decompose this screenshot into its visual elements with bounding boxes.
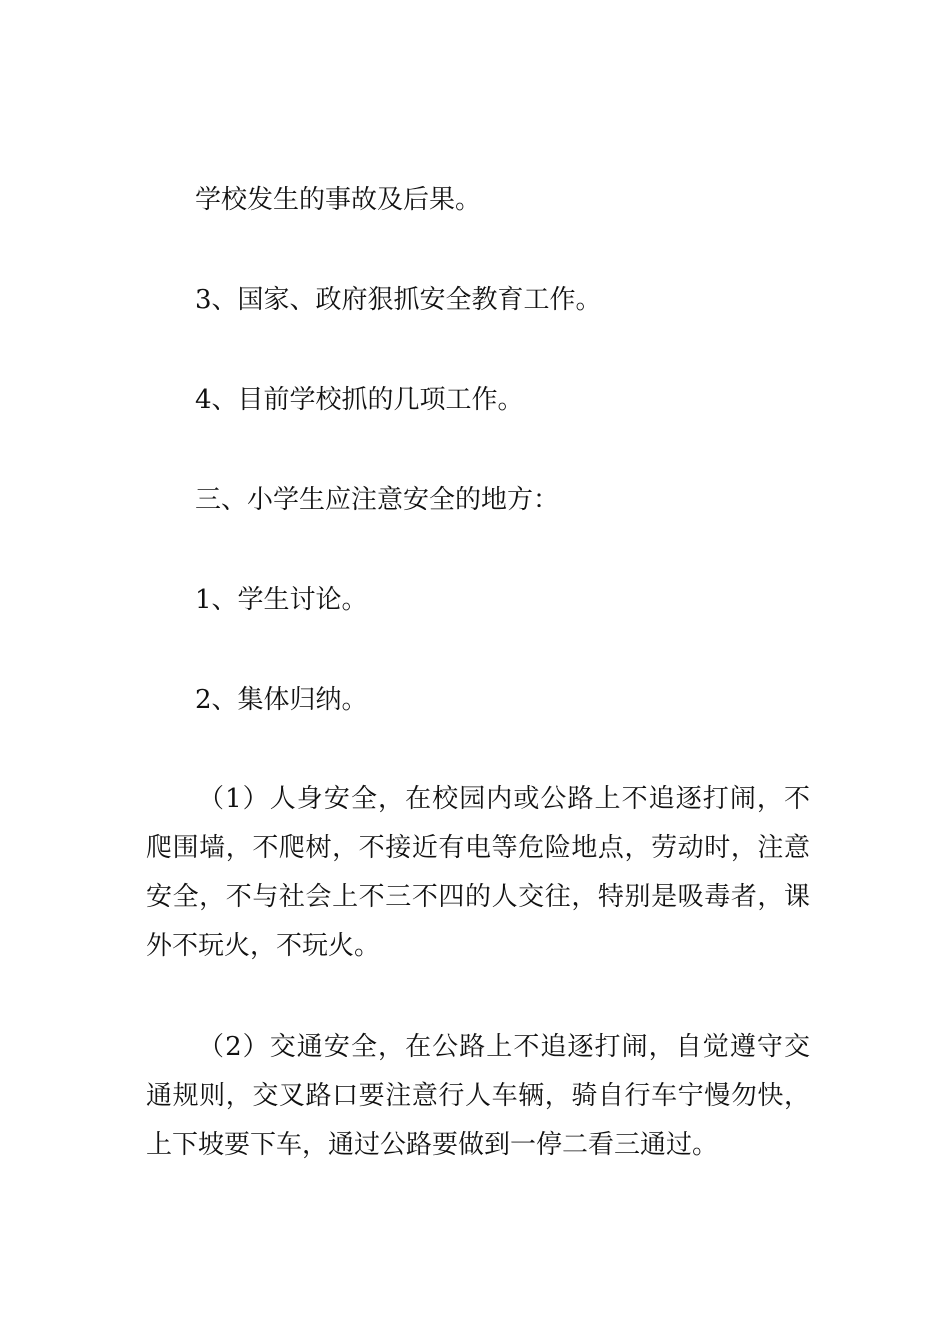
- paragraph-traffic-safety: （2）交通安全，在公路上不追逐打闹，自觉遵守交通规则，交叉路口要注意行人车辆，骑自行车宁慢勿快，上下坡要下车，通过公路要做到一停二看三通过。: [146, 1032, 810, 1160]
- line-item-1: 1、学生讨论。: [195, 585, 368, 615]
- paragraph-personal-safety: （1）人身安全，在校园内或公路上不追逐打闹，不爬围墙，不爬树，不接近有电等危险地点，劳动时，注意安全，不与社会上不三不四的人交往，特别是吸毒者，课外不玩火，不玩火。: [146, 784, 810, 961]
- line-item-2: 2、集体归纳。: [195, 685, 368, 715]
- line-item-4: 4、目前学校抓的几项工作。: [195, 385, 524, 415]
- line-accident-consequences: 学校发生的事故及后果。: [195, 185, 482, 215]
- section-heading-3: 三、小学生应注意安全的地方：: [195, 485, 560, 515]
- line-item-3: 3、国家、政府狠抓安全教育工作。: [195, 285, 602, 315]
